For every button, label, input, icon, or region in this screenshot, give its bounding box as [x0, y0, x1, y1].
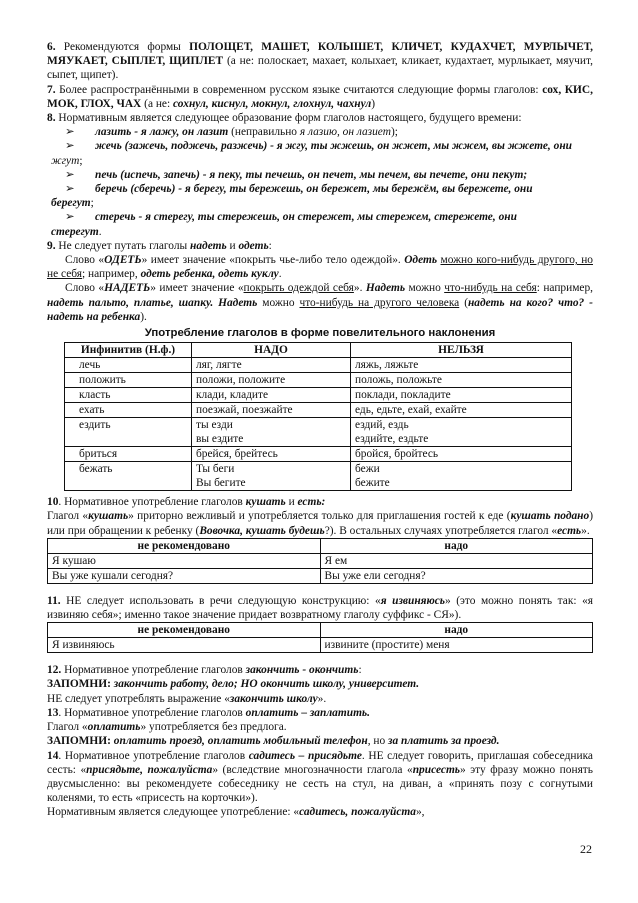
table-row [65, 418, 572, 447]
table-cell: поезжай, поезжайте [192, 403, 351, 418]
table-cell: класть [65, 388, 192, 403]
table-cell: ляг, лягте [192, 358, 351, 373]
column-header: надо [320, 538, 593, 553]
table-cell: положь, положьте [351, 373, 572, 388]
table-header-row [65, 343, 572, 358]
paragraph-13: 13. Нормативное употребление глаголов оплатить – заплатить. [47, 706, 370, 719]
paragraph-11: 11. НЕ следует использовать в речи следующую конструкцию: «я извиняюсь» (это можно понять так: «я извиняю себя»; именно такое значение придает возвратному глаголу суффикс - СЯ»). [47, 594, 593, 622]
table-cell: Я ем [320, 553, 593, 568]
arrow-bullet-icon: ➢ [65, 183, 75, 196]
paragraph-10-body: Глагол «кушать» приторно вежливый и употребляется только для приглашения гостей к еде (кушать подано) или при обращении к ребенку (Вовочка, кушать будешь?). В остальных случаях употребляется глагол «есть». [47, 510, 593, 537]
paragraph-6: 6. Рекомендуются формы ПОЛОЩЕТ, МАШЕТ, КОЛЫШЕТ, КЛИЧЕТ, КУДАХЧЕТ, МУРЛЫЧЕТ, МЯУКАЕТ, СЫПЛЕТ, ЩИПЛЕТ (а не: полоскает, махает, колыхает, кликает, кудахтает, мурлыкает, мяучит, сыпет, щипет). [47, 41, 593, 82]
apology-usage-table [47, 622, 593, 653]
arrow-bullet-icon: ➢ [65, 211, 75, 224]
table-cell: Я кушаю [48, 553, 321, 568]
imperative-table [64, 342, 572, 491]
column-header: не рекомендовано [48, 538, 321, 553]
table-cell: Вы уже ели сегодня? [320, 568, 593, 583]
paragraph-9-nadet: Слово «НАДЕТЬ» имеет значение «покрыть одеждой себя». Надеть можно что-нибудь на себя: например, надеть пальто, платье, шапку. Надеть можно что-нибудь на другого человека (надеть на кого? что? - надеть на ребенка). [47, 282, 594, 323]
imperative-table-body [65, 358, 572, 491]
table-cell: поклади, покладите [351, 388, 572, 403]
list-item: ➢ беречь (сберечь) - я берегу, ты бережешь, он бережет, мы бережём, вы бережете, они [65, 183, 533, 196]
table-header-row [48, 623, 593, 638]
imperative-table-title: Употребление глаголов в форме повелительного наклонения [144, 327, 496, 340]
column-header: надо [320, 623, 593, 638]
paragraph-12-remember: ЗАПОМНИ: закончить работу, дело; НО окончить школу, университет. [47, 678, 420, 691]
table-cell: едь, едьте, ехай, ехайте [351, 403, 572, 418]
table-cell: брейся, брейтесь [192, 447, 351, 462]
table-cell: Вы уже кушали сегодня? [48, 568, 321, 583]
list-item-continuation: стерегут. [51, 225, 102, 238]
column-header: не рекомендовано [48, 623, 321, 638]
paragraph-14-normative: Нормативным является следующее употребление: «садитесь, пожалуйста», [47, 806, 425, 819]
table-row [65, 447, 572, 462]
table-row [65, 462, 572, 491]
paragraph-8: 8. Нормативным является следующее образование форм глаголов настоящего, будущего времени: [47, 112, 522, 125]
paragraph-9-odet: Слово «ОДЕТЬ» имеет значение «покрыть чье-либо тело одеждой». Одеть можно кого-нибудь другого, но не себя; например, одеть ребенка, одеть куклу. [47, 254, 593, 281]
list-item-continuation: жгут; [51, 154, 83, 167]
paragraph-14: 14. Нормативное употребление глаголов садитесь – присядьте. НЕ следует говорить, приглашая собеседника сесть: «присядьте, пожалуйста» (вследствие многозначности глагола «присесть» эту фразу можно понять двусмысленно: вы рекомендуете собеседнику не сесть на стул, на диван, а «принять позу с согнутыми коленями, то есть «присесть на корточки»). [47, 749, 593, 805]
paragraph-12: 12. Нормативное употребление глаголов закончить - окончить: [47, 664, 362, 677]
paragraph-13-remember: ЗАПОМНИ: оплатить проезд, оплатить мобильный телефон, но за платить за проезд. [47, 735, 500, 748]
table-row [48, 638, 593, 653]
table-cell: положить [65, 373, 192, 388]
arrow-bullet-icon: ➢ [65, 126, 75, 139]
table-row [48, 553, 593, 568]
page-number: 22 [580, 842, 592, 856]
page-content [47, 40, 593, 820]
column-header: Инфинитив (Н.ф.) [65, 343, 192, 358]
list-item: ➢ жечь (зажечь, поджечь, разжечь) - я жгу, ты жжешь, он жжет, мы жжем, вы жжете, они [65, 140, 572, 153]
table-cell: клади, кладите [192, 388, 351, 403]
paragraph-10: 10. Нормативное употребление глаголов кушать и есть: [47, 496, 326, 509]
eat-usage-table [47, 538, 593, 584]
table-row [65, 403, 572, 418]
table-row [65, 373, 572, 388]
table-cell: бриться [65, 447, 192, 462]
table-cell: лечь [65, 358, 192, 373]
column-header: НАДО [192, 343, 351, 358]
table-cell: Я извиняюсь [48, 638, 321, 653]
table-header-row [48, 538, 593, 553]
table-cell: бежи бежите [351, 462, 572, 491]
paragraph-12-note: НЕ следует употреблять выражение «закончить школу». [47, 692, 327, 705]
table-cell: бежать [65, 462, 192, 491]
table-cell: бройся, бройтесь [351, 447, 572, 462]
arrow-bullet-icon: ➢ [65, 140, 75, 153]
table-cell: ляжь, ляжьте [351, 358, 572, 373]
paragraph-13-note: Глагол «оплатить» употребляется без предлога. [47, 721, 287, 734]
table-cell: ты езди вы ездите [192, 418, 351, 447]
paragraph-7: 7. Более распространёнными в современном русском языке считаются следующие формы глаголов: сох, КИС, МОК, ГЛОХ, ЧАХ (а не: сохнул, киснул, мокнул, глохнул, чахнул) [47, 83, 593, 110]
table-row [65, 358, 572, 373]
table-cell: положи, положите [192, 373, 351, 388]
column-header: НЕЛЬЗЯ [351, 343, 572, 358]
list-item-continuation: берегут; [51, 197, 94, 210]
list-item: ➢ печь (испечь, запечь) - я пеку, ты печешь, он печет, мы печем, вы печете, они пекут; [65, 168, 528, 181]
list-item: ➢ лазить - я лажу, он лазит (неправильно я лазию, он лазиет); [65, 126, 398, 139]
table-row [48, 568, 593, 583]
table-cell: Ты беги Вы бегите [192, 462, 351, 491]
arrow-bullet-icon: ➢ [65, 168, 75, 181]
table-cell: ехать [65, 403, 192, 418]
list-item: ➢ стеречь - я стерегу, ты стережешь, он стережет, мы стережем, стережете, они [65, 211, 517, 224]
table-row [65, 388, 572, 403]
table-cell: извините (простите) меня [320, 638, 593, 653]
table-cell: ездий, ездь ездийте, ездьте [351, 418, 572, 447]
table-cell: ездить [65, 418, 192, 447]
paragraph-9: 9. Не следует путать глаголы надеть и одеть: [47, 239, 272, 252]
